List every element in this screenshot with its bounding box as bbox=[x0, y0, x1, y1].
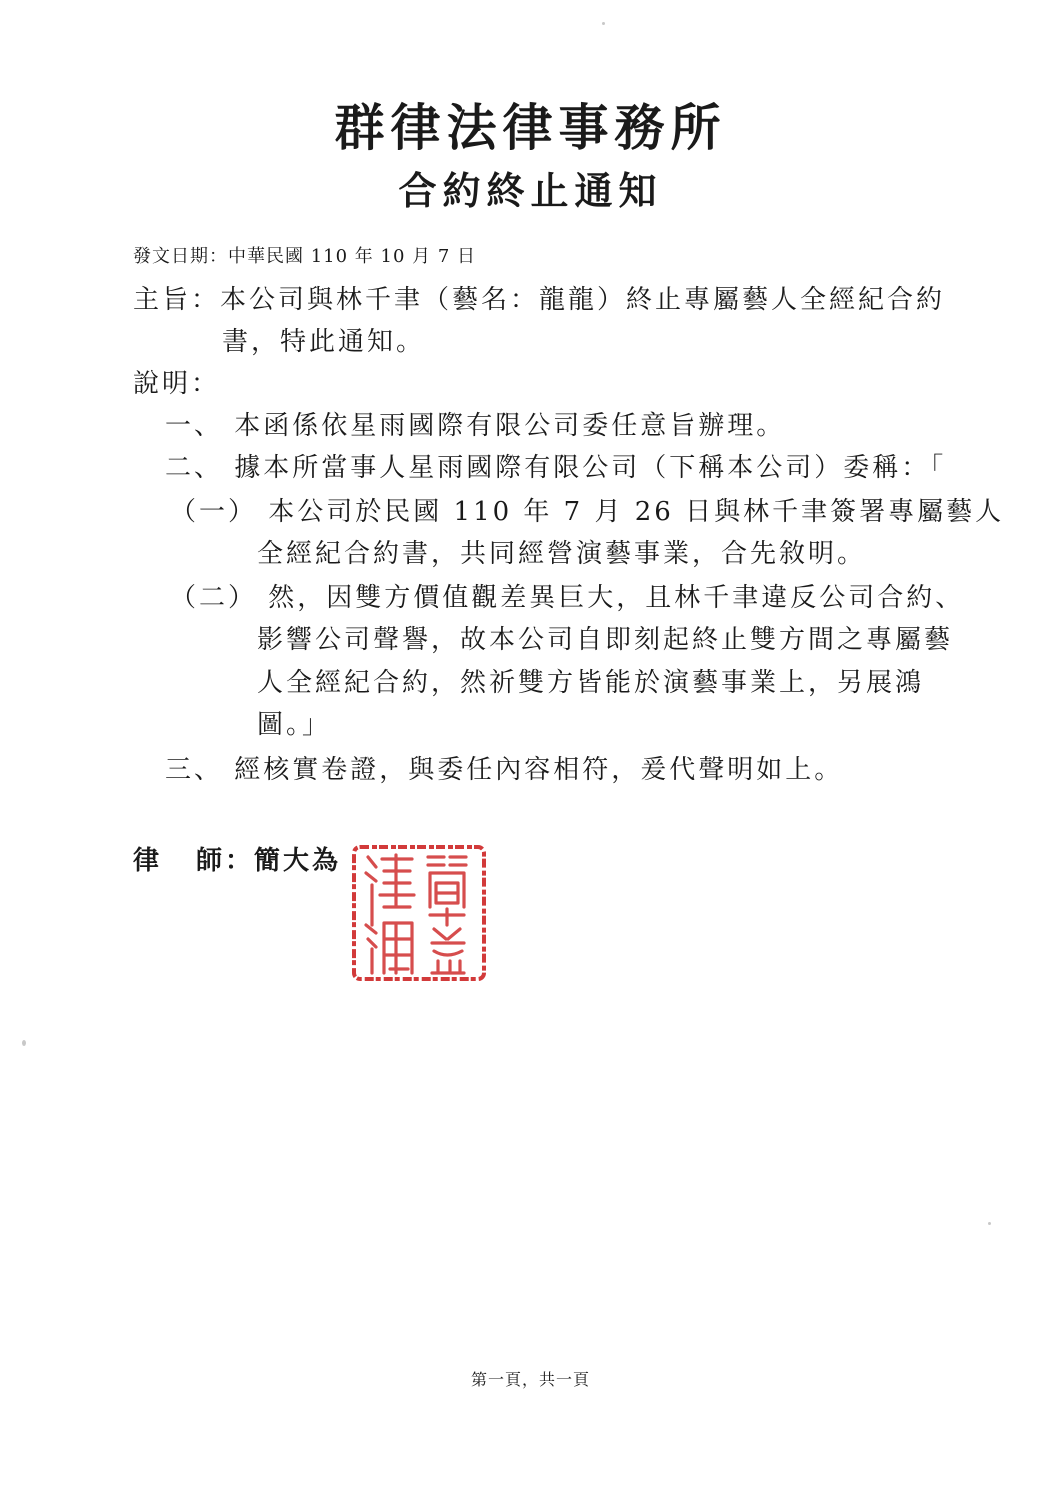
explanation-item-1: 一、 本函係依星雨國際有限公司委任意旨辦理。 bbox=[165, 411, 786, 441]
sub-item-2-line-2: 影響公司聲譽，故本公司自即刻起終止雙方間之專屬藝 bbox=[257, 625, 954, 655]
page-footer: 第一頁，共一頁 bbox=[470, 1370, 590, 1389]
sub-item-2-line-4: 圖。」 bbox=[257, 710, 332, 740]
firm-name: 群律法律事務所 bbox=[334, 98, 727, 157]
lawyer-signature-line bbox=[133, 840, 341, 877]
scan-speck bbox=[602, 22, 605, 25]
lawyer-label-part2: 師：簡大為 bbox=[196, 846, 342, 876]
sub-item-1-line-2: 全經紀合約書，共同經營演藝事業，合先敘明。 bbox=[257, 539, 867, 569]
subject-line-1: 主旨：本公司與林千聿（藝名：龍龍）終止專屬藝人全經紀合約 bbox=[133, 285, 946, 315]
scan-speck bbox=[988, 1222, 991, 1225]
lawyer-label-part1: 律 bbox=[133, 846, 163, 876]
scan-speck bbox=[22, 1040, 26, 1046]
document-title: 合約終止通知 bbox=[398, 169, 663, 213]
explanation-label: 說明： bbox=[133, 369, 221, 399]
lawyer-seal-stamp bbox=[350, 843, 488, 983]
sub-item-1-line-1: （一） 本公司於民國 110 年 7 月 26 日與林千聿簽署專屬藝人 bbox=[170, 497, 1005, 527]
sub-item-2-line-1: （二） 然，因雙方價值觀差異巨大，且林千聿違反公司合約、 bbox=[170, 583, 965, 613]
explanation-item-2: 二、 據本所當事人星雨國際有限公司（下稱本公司）委稱：「 bbox=[165, 453, 947, 483]
issue-date: 發文日期：中華民國 110 年 10 月 7 日 bbox=[133, 246, 477, 267]
sub-item-2-line-3: 人全經紀合約，然祈雙方皆能於演藝事業上，另展鴻 bbox=[257, 668, 925, 698]
subject-line-2: 書，特此通知。 bbox=[222, 327, 426, 357]
explanation-item-3: 三、 經核實卷證，與委任內容相符，爰代聲明如上。 bbox=[165, 755, 844, 785]
